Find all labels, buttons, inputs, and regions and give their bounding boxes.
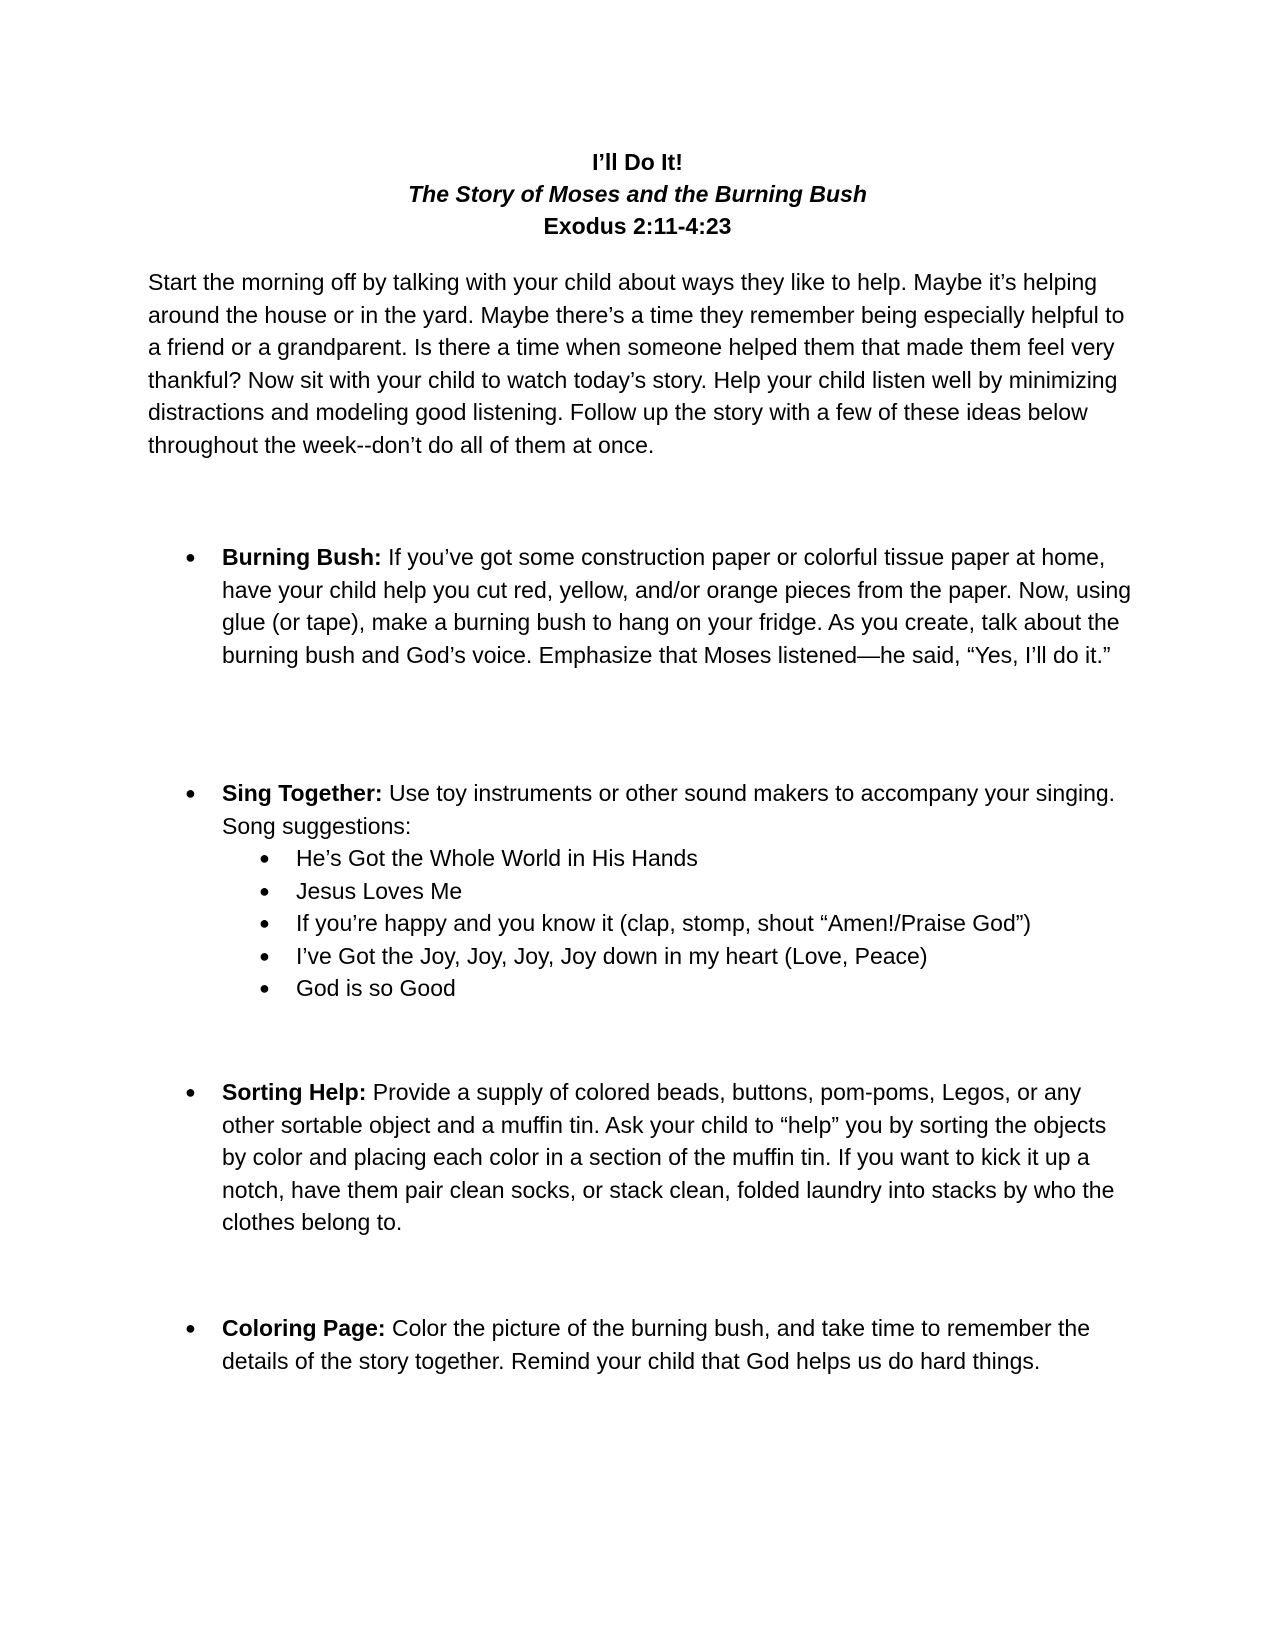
song-title: Jesus Loves Me [296, 877, 463, 904]
scripture-reference: Exodus 2:11-4:23 [543, 213, 732, 239]
bullet-icon: ● [185, 547, 196, 567]
intro-paragraph: Start the morning off by talking with your child about ways they like to help. Maybe it’s helping around the house or in the yard. Maybe there’s a time they remember being especially helpful to a friend or a grandparent. Is there a time when someone helped them that made them feel very thankful? Now sit with your child to watch today’s story. Help your child listen well by minimizing distractions and modeling good listening. Follow up the story with a few of these ideas below throughout the week--don’t do all of them at once. [148, 269, 1125, 458]
document-header [0, 146, 1275, 242]
bullet-icon: ● [259, 848, 270, 868]
activity-label: Sing Together: [222, 780, 383, 806]
document-title: I’ll Do It! [592, 149, 683, 175]
bullet-icon: ● [185, 1082, 196, 1102]
song-item [222, 907, 1135, 940]
song-item [222, 875, 1135, 908]
song-title: God is so Good [296, 975, 456, 1001]
activity-text: Provide a supply of colored beads, buttons, pom-poms, Legos, or any other sortable object and a muffin tin. Ask your child to “help” you by sorting the objects by color and placing each color in a section of the muffin tin. If you want to kick it up a notch, have them pair clean socks, or stack clean, folded laundry into stacks by who the clothes belong to. [222, 1079, 1115, 1235]
activity-burning-bush [185, 541, 1135, 671]
song-title: I’ve Got the Joy, Joy, Joy, Joy down in my heart (Love, Peace) [296, 942, 928, 969]
bullet-icon: ● [259, 880, 270, 901]
document-subtitle: The Story of Moses and the Burning Bush [408, 181, 867, 207]
song-list [185, 842, 1135, 1005]
song-item [222, 940, 1135, 973]
bullet-icon: ● [185, 783, 196, 803]
activity-sorting-help [185, 1076, 1135, 1239]
activity-coloring-page [185, 1312, 1135, 1377]
bullet-icon: ● [259, 945, 270, 966]
song-item [222, 842, 1135, 875]
bullet-icon: ● [259, 978, 270, 998]
activity-sing-together [185, 777, 1135, 1005]
activity-label: Coloring Page: [222, 1315, 386, 1341]
song-item [222, 972, 1135, 1005]
bullet-icon: ● [185, 1318, 196, 1338]
activity-text: Use toy instruments or other sound makers to accompany your singing. Song suggestions: [222, 780, 1116, 839]
activity-text: If you’ve got some construction paper or colorful tissue paper at home, have your child help you cut red, yellow, and/or orange pieces from the paper. Now, using glue (or tape), make a burning bush to hang on your fridge. As you create, talk about the burning bush and God’s voice. Emphasize that Moses listened—he said, “Yes, I’ll do it.” [222, 544, 1132, 668]
song-title: If you’re happy and you know it (clap, stomp, shout “Amen!/Praise God”) [296, 910, 1032, 936]
activity-label: Sorting Help: [222, 1079, 367, 1105]
bullet-icon: ● [259, 913, 270, 933]
song-title: He’s Got the Whole World in His Hands [296, 845, 698, 871]
activity-text: Color the picture of the burning bush, and take time to remember the details of the story together. Remind your child that God helps us do hard things. [222, 1315, 1091, 1374]
activity-label: Burning Bush: [222, 544, 382, 570]
